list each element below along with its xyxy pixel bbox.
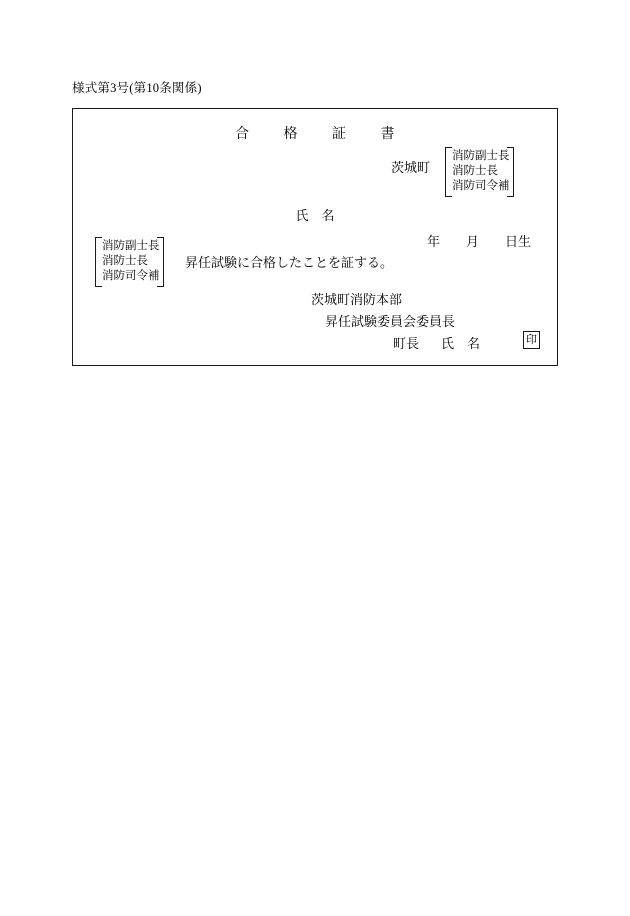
rank-option-left-sergeant: 消防士長 [102, 255, 148, 268]
signature-chairperson: 昇任試験委員会委員長 [325, 314, 456, 329]
rank-group-top [445, 147, 514, 197]
title-char-1: 合 [235, 127, 250, 142]
name-label-text: 氏 名 [295, 208, 335, 223]
date-month-label: 月 [465, 234, 479, 249]
seal-mark: 印 [523, 331, 540, 349]
certificate-box [72, 108, 558, 366]
rank-option-sergeant: 消防士長 [452, 165, 498, 178]
rank-option-left-vice-sergeant: 消防副士長 [102, 240, 160, 252]
mayor-name-label: 氏 名 [441, 336, 481, 351]
mayor-title: 町長 [393, 336, 420, 351]
certificate-title [73, 123, 557, 143]
certification-statement: 昇任試験に合格したことを証する。 [185, 255, 394, 270]
rank-option-left-lieutenant: 消防司令補 [102, 270, 160, 283]
rank-option-vice-sergeant: 消防副士長 [452, 150, 510, 162]
rank-group-left [95, 237, 164, 287]
title-char-2: 格 [283, 127, 298, 142]
date-day-label: 日生 [504, 234, 531, 249]
signature-mayor [393, 333, 480, 352]
signature-headquarters: 茨城町消防本部 [311, 292, 403, 307]
town-name: 茨城町 [391, 160, 431, 175]
form-number-label: 様式第3号(第10条関係) [72, 81, 202, 95]
rank-option-lieutenant: 消防司令補 [452, 180, 510, 193]
title-char-4: 書 [380, 127, 395, 142]
name-field-label [73, 205, 557, 224]
title-char-3: 証 [332, 127, 347, 142]
date-year-label: 年 [426, 234, 440, 249]
